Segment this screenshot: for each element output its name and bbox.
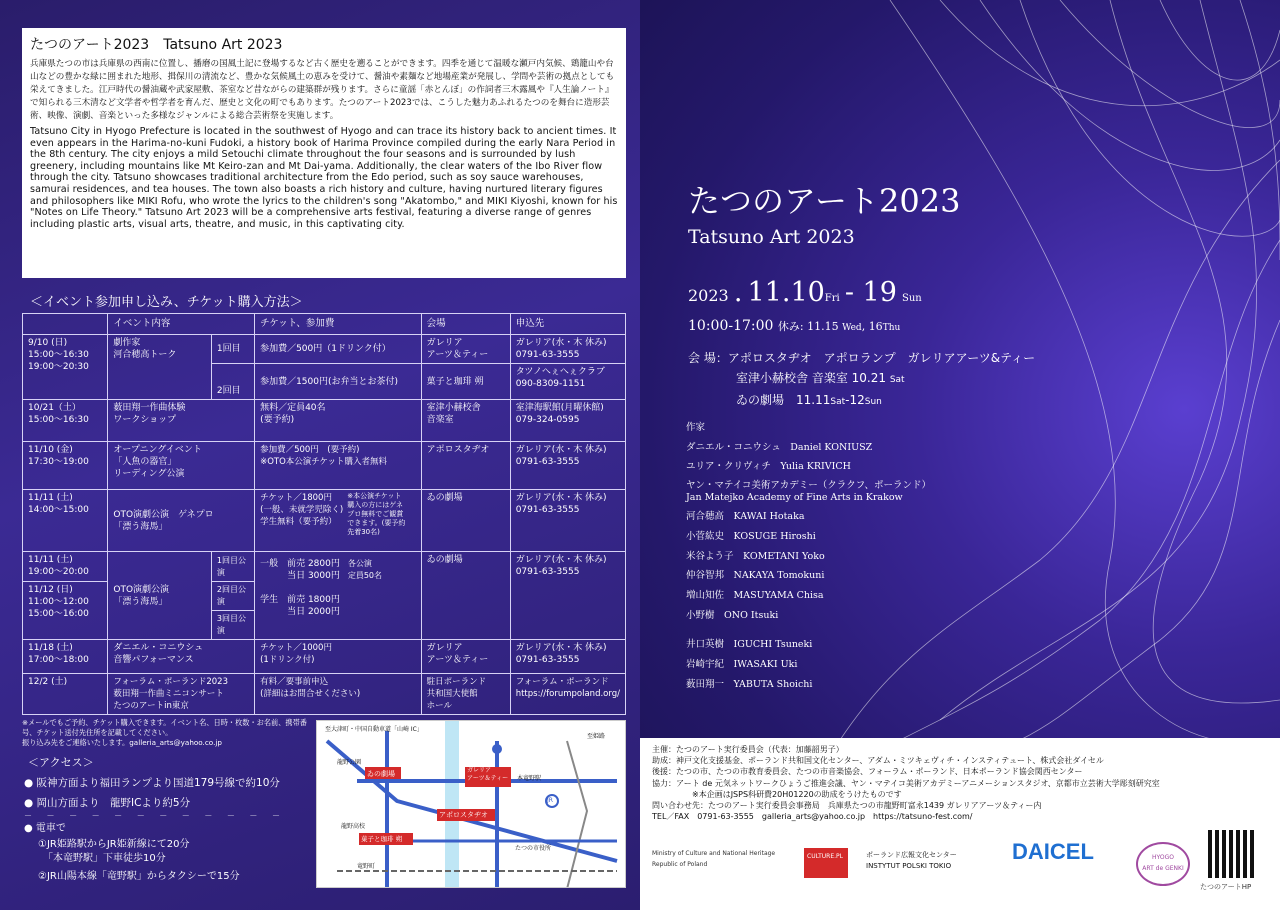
- row-apply: ガレリア(水・木 休み) 0791-63-3555: [510, 442, 625, 490]
- row-apply: 室津海駅館(月曜休館) 079-324-0595: [510, 400, 625, 442]
- row-event: OTO演劇公演 「漂う海馬」: [108, 552, 212, 640]
- event-hours: 10:00-17:00 休み: 11.15 Wed, 16Thu: [688, 318, 901, 334]
- row-apply: ガレリア(水・木 休み) 0791-63-3555: [510, 552, 625, 640]
- events-heading: ＜イベント参加申し込み、チケット購入方法＞: [30, 295, 303, 310]
- table-row: [23, 640, 626, 674]
- ticket-text: 一般 前売 2800円 当日 3000円 学生 前売 1800円 当日 2000円: [260, 559, 340, 617]
- row-part: 1回目: [211, 335, 254, 364]
- time-text: 11:00～12:00 15:00～16:00: [28, 597, 89, 619]
- date-text: 11/12 (日): [28, 585, 73, 595]
- access-title: ＜アクセス＞: [28, 756, 94, 769]
- holiday-thu: 16: [868, 320, 883, 333]
- sponsor-logos: [652, 839, 1268, 902]
- hyogo-art-logo: HYOGO ART de GENKI: [1136, 842, 1190, 886]
- row-ticket: [255, 552, 422, 640]
- time-text: 17:00～18:00: [28, 655, 89, 665]
- date-dash: -: [844, 277, 863, 308]
- row-venue: 菓子と珈琲 朔: [421, 364, 510, 400]
- table-row: [23, 335, 626, 364]
- table-row: [23, 490, 626, 552]
- credit-line[interactable]: TEL／FAX 0791-63-3555 galleria_arts@yahoo.co.jp https://tatsuno-fest.com/: [652, 812, 973, 822]
- map-label: 本竜野駅: [517, 775, 542, 782]
- polish-institute-logo: ポーランド広報文化センター INSTYTUT POLSKI TOKIO: [866, 851, 957, 871]
- holiday-thu-day: Thu: [882, 323, 901, 333]
- row-date: [23, 335, 108, 400]
- venue-line: [688, 390, 1035, 412]
- row-date: [23, 490, 108, 552]
- qr-label: たつのアートHP: [1200, 883, 1252, 891]
- ticket-note: 各公演 定員50名: [347, 559, 383, 580]
- date-start: 11.10: [747, 277, 825, 308]
- intro-text-en: Tatsuno City in Hyogo Prefecture is located in the southwest of Hyogo and can trace its history back to ancient times. It even appears in the Harima-no-kuni Fudoki, a history book of Harima Province compiled during the early Nara Period in the 8th century. The city enjoys a mild Setouchi climate throughout the four seasons and is surrounded by lush greenery, including mountains like Mt Keiro-zan and Mt Dai-yama. Additionally, the clear waters of the Ibo River flow through the city. Tatsuno showcases traditional architecture from the Edo period, such as soy sauce warehouses, samurai residences, and tea houses. The town also boasts a rich history and culture, having nurtured literary figures and philosophers like MIKI Rofu, who wrote the lyrics to the children's song "Akatombo," and MIKI Kiyoshi, known for his "Notes on Life Theory." Tatsuno Art 2023 will be a comprehensive arts festival, featuring a diverse range of genres including plastic arts, visual arts, theatre, and music, in this captivating city.: [30, 126, 618, 230]
- train-item: ①JR姫路駅からJR姫新線にて20分 「本竜野駅」下車徒歩10分: [38, 839, 190, 864]
- row-venue: ガレリア アーツ＆ティー: [421, 335, 510, 364]
- intro-title: たつのアート2023 Tatsuno Art 2023: [30, 37, 283, 53]
- artist-item: 小菅紘史 KOSUGE Hiroshi: [686, 530, 816, 542]
- map-label: 至大津町・中国自動車道「山崎 IC」: [325, 726, 423, 733]
- venue-text: アポロスタヂオ アポロランプ ガレリアアーツ&ティー: [727, 351, 1036, 365]
- row-venue: ゐの劇場: [421, 490, 510, 552]
- row-date: [23, 640, 108, 674]
- date-text: 11/11 (土): [28, 493, 73, 503]
- row-event: OTO演劇公演 ゲネプロ 「漂う海馬」: [108, 490, 255, 552]
- date-end: 19: [862, 277, 897, 308]
- row-event: 薮田翔一作曲体験 ワークショップ: [108, 400, 255, 442]
- date-start-day: Fri: [824, 293, 840, 304]
- artist-item: ヤン・マテイコ美術アカデミー（クラクフ、ポーランド） Jan Matejko Academy of Fine Arts in Krakow: [686, 480, 932, 504]
- credit-line: 助成：神戸文化支援基金、ポーランド共和国文化センター、アダム・ミツキェヴィチ・インスティテュート、株式会社ダイセル: [652, 756, 1104, 766]
- table-row: [23, 442, 626, 490]
- artist-item: 増山知佐 MASUYAMA Chisa: [686, 589, 824, 601]
- row-event: オープニングイベント 「人魚の器官」 リーディング公演: [108, 442, 255, 490]
- hours: 10:00-17:00: [688, 318, 778, 334]
- venue-line: [688, 368, 1035, 390]
- date-text: 10/21（土）: [28, 403, 81, 413]
- time-text: 19:00～20:00: [28, 567, 89, 577]
- header-date: [23, 314, 108, 335]
- row-date: [23, 400, 108, 442]
- map-label: ゐの劇場: [367, 770, 395, 778]
- event-dates: [688, 277, 922, 308]
- date-text: 11/18 (土): [28, 643, 73, 653]
- divider: － － － － － － － － － － － －: [24, 811, 286, 820]
- row-ticket: 参加費／500円（1ドリンク付）: [255, 335, 422, 364]
- venue-day: Sun: [864, 397, 882, 407]
- train-title: ● 電車で: [24, 823, 66, 834]
- date-year: 2023: [688, 286, 729, 305]
- table-header-row: [23, 314, 626, 335]
- row-venue: ガレリア アーツ＆ティー: [421, 640, 510, 674]
- main-title: たつのアート2023: [688, 182, 961, 220]
- venue-day: Sat: [830, 397, 846, 407]
- credit-line: 問い合わせ先：たつのアート実行委員会事務局 兵庫県たつの市龍野町富永1439 ガレリアアーツ＆ティー内: [652, 801, 1042, 811]
- row-date: [23, 552, 108, 582]
- reservation-note: ※メールでもご予約、チケット購入できます。イベント名、日時・枚数・お名前、携帯番号、チケット送付先住所を記載してください。 振り込み先をご連絡いたします。galleria_arts@yahoo.co.jp: [22, 718, 307, 747]
- credit-line: 主催：たつのアート実行委員会（代表：加藤韶男子）: [652, 745, 844, 754]
- map-label: たつの市役所: [515, 845, 552, 852]
- row-event: フォーラム・ポーランド2023 薮田翔一作曲ミニコンサート たつのアートin東京: [108, 674, 255, 715]
- row-venue: アポロスタヂオ: [421, 442, 510, 490]
- row-part: 2回目公演: [211, 582, 254, 611]
- row-ticket: 参加費／1500円(お弁当とお茶付): [255, 364, 422, 400]
- artist-list: [686, 418, 931, 694]
- venue-label: 会 場：: [688, 351, 728, 365]
- row-ticket: [255, 442, 422, 490]
- venue-text: -12: [845, 393, 865, 407]
- artist-item: 岩崎宇紀 IWASAKI Uki: [686, 659, 798, 671]
- map-label: 龍野公園: [337, 759, 362, 766]
- artist-item: 小野樹 ONO Itsuki: [686, 609, 779, 621]
- holiday: 休み: 11.15: [777, 320, 843, 333]
- row-apply: ガレリア(水・木 休み) 0791-63-3555: [510, 640, 625, 674]
- intro-box: [22, 28, 626, 278]
- map-label: 龍野高校: [341, 823, 366, 830]
- venue-day: Sat: [889, 375, 905, 385]
- access-list: [24, 773, 314, 813]
- venue-line: [688, 348, 1035, 368]
- row-date: [23, 582, 108, 640]
- events-table: [22, 313, 626, 715]
- access-map: [316, 720, 626, 888]
- header-apply: 申込先: [510, 314, 625, 335]
- row-date: 12/2 (土): [23, 674, 108, 715]
- header-event: イベント内容: [108, 314, 255, 335]
- date-dot: .: [733, 277, 743, 308]
- ticket-note: ※本公演チケット 購入の方にはゲネ プロ無料でご観賞 できます。(要予約 先着30名): [347, 492, 406, 536]
- row-part: 1回目公演: [211, 552, 254, 582]
- artist-item: 薮田翔一 YABUTA Shoichi: [686, 678, 813, 690]
- time-text: 17:30～19:00: [28, 457, 89, 467]
- date-text: 11/10 (金): [28, 445, 73, 455]
- time-text: 14:00～15:00: [28, 505, 89, 515]
- map-label: 竜野町: [357, 863, 376, 870]
- venue-text: 室津小赫校舎 音楽室 10.21: [736, 371, 890, 385]
- artist-item: ユリア・クリヴィチ Yulia KRIVICH: [686, 461, 851, 473]
- row-ticket: 有料／要事前申込 (詳細はお問合せください): [255, 674, 422, 715]
- row-venue: 室津小赫校舎 音楽室: [421, 400, 510, 442]
- train-item: ②JR山陽本線「竜野駅」からタクシーで15分: [38, 871, 240, 882]
- table-row: [23, 552, 626, 582]
- header-venue: 会場: [421, 314, 510, 335]
- artists-title: 作家: [686, 422, 706, 433]
- table-row: [23, 674, 626, 715]
- date-text: 11/11 (土): [28, 555, 73, 565]
- row-date: [23, 442, 108, 490]
- artist-item: 井口英樹 IGUCHI Tsuneki: [686, 639, 813, 651]
- daicel-logo: DAICEL: [1012, 839, 1094, 864]
- map-label: ガレリア アーツ＆ティー: [467, 767, 509, 782]
- train-access: [24, 822, 314, 884]
- ticket-text: 参加費／500円 (要予約) ※OTO本公演チケット購入者無料: [260, 445, 388, 467]
- map-label: 菓子と珈琲 朔: [361, 835, 403, 843]
- holiday-wed: Wed: [842, 323, 862, 333]
- access-item: ● 阪神方面より福田ランプより国道179号線で約10分: [24, 777, 280, 789]
- credits-box: [640, 738, 1280, 910]
- map-label: 至姫路: [587, 733, 606, 740]
- qr-code-icon[interactable]: [1208, 830, 1256, 878]
- row-event: ダニエル・コニウシュ 音響パフォーマンス: [108, 640, 255, 674]
- venue-text: ゐの劇場 11.11: [736, 393, 831, 407]
- credit-line: ※本企画はJSPS科研費20H01220の助成をうけたものです: [692, 789, 902, 799]
- artist-item: 河合穂高 KAWAI Hotaka: [686, 511, 805, 523]
- row-ticket: [255, 490, 422, 552]
- row-apply[interactable]: フォーラム・ポーランド https://forumpoland.org/: [510, 674, 625, 715]
- culture-logo: CULTURE.PL: [804, 848, 848, 878]
- main-subtitle: Tatsuno Art 2023: [688, 226, 855, 248]
- credit-line: 後援：たつの市、たつの市教育委員会、たつの市音楽協会、フォーラム・ポーランド、日本ポーランド協会関西センター: [652, 767, 1083, 777]
- intro-text-jp: 兵庫県たつの市は兵庫県の西南に位置し、播磨の国風土記に登場するなど古く歴史を遡ることができます。四季を通じて温暖な瀬戸内気候、鶏籠山や台山などの豊かな緑に囲まれた地形、揖保川の清流など、豊かな気候風土の恵みを受けて、醤油や素麺など地場産業が発展し、学問や芸術の拠点としても栄えてきました。江戸時代の醤油蔵や武家屋敷、茶室など昔ながらの建築群が残ります。さらに童謡「赤とんぼ」の作詞者三木露風や『人生論ノート』で知られる三木清など文学者や哲学者を育んだ、歴史と文化の町でもあります。たつのアート2023では、こうした魅力あふれるたつのを舞台に造形芸術、映像、演劇、音楽といった多様なジャンルによる総合芸術祭を実施します。: [30, 59, 615, 121]
- row-ticket: 無料／定員40名 (要予約): [255, 400, 422, 442]
- time-text: 15:00～16:30: [28, 415, 89, 425]
- row-apply: タツノへぇへぇクラブ 090-8309-1151: [510, 364, 625, 400]
- venue-list: [688, 348, 1035, 412]
- station-icon: JR: [547, 797, 553, 804]
- row-event: 劇作家 河合穂高トーク: [108, 335, 212, 400]
- row-venue: 駐日ポーランド 共和国大使館 ホール: [421, 674, 510, 715]
- artist-item: 仲谷智邦 NAKAYA Tomokuni: [686, 570, 825, 582]
- header-ticket: チケット、参加費: [255, 314, 422, 335]
- table-row: [23, 400, 626, 442]
- artist-item: ダニエル・コニウシュ Daniel KONIUSZ: [686, 441, 873, 453]
- artist-item: 米谷よう子 KOMETANI Yoko: [686, 550, 825, 562]
- row-part: 3回目公演: [211, 611, 254, 640]
- row-ticket: チケット／1000円 (1ドリンク付): [255, 640, 422, 674]
- date-text: 9/10 (日): [28, 338, 68, 348]
- row-apply: ガレリア(水・木 休み) 0791-63-3555: [510, 335, 625, 364]
- row-venue: ゐの劇場: [421, 552, 510, 640]
- map-label: アポロスタヂオ: [439, 811, 488, 819]
- date-end-day: Sun: [901, 293, 922, 304]
- access-item: ● 岡山方面より 龍野ICより約5分: [24, 797, 191, 809]
- row-apply: ガレリア(水・木 休み) 0791-63-3555: [510, 490, 625, 552]
- credit-line: 協力：アート de 元気ネットワークひょうご推進会議、ヤン・マテイコ美術アカデミーアニメーションスタジオ、京都市立芸術大学彫刻研究室: [652, 778, 1160, 788]
- time-text: 15:00～16:30 19:00～20:30: [28, 350, 89, 372]
- row-part: 2回目: [211, 364, 254, 400]
- ticket-text: チケット／1800円 (一般、未就学児除く) 学生無料（要予約）: [260, 493, 344, 527]
- ministry-logo: Ministry of Culture and National Heritage Republic of Poland: [652, 850, 776, 869]
